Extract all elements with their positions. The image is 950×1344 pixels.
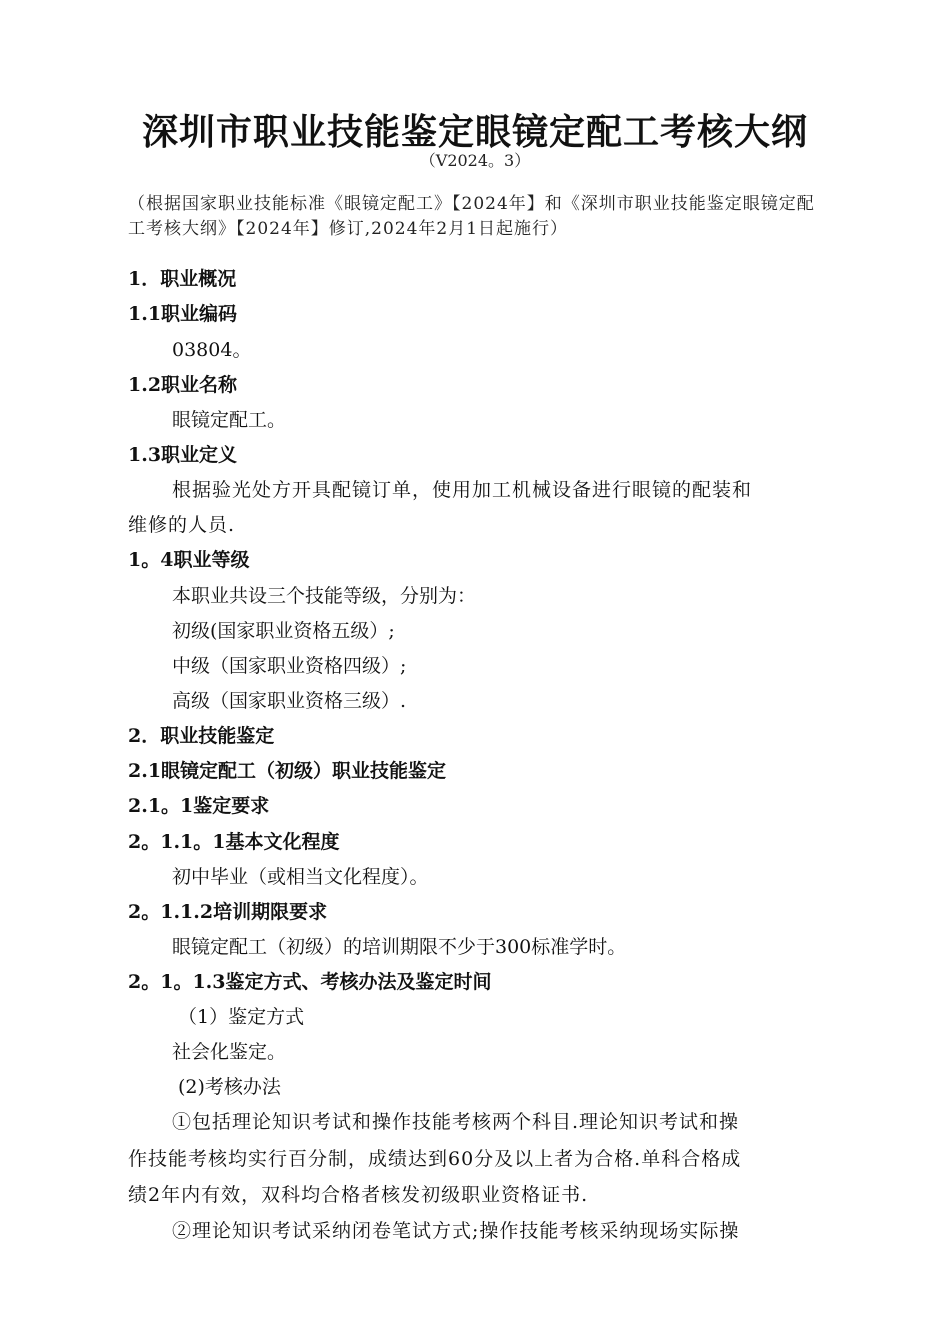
section-heading-1-1: 1.1职业编码 [128,303,238,325]
level-item-senior: 高级（国家职业资格三级）. [172,690,407,712]
section-heading-2-1-1-2: 2。1.1.2培训期限要求 [128,901,328,923]
assessment-paragraph-2-line-1: ②理论知识考试采纳闭卷笔试方式;操作技能考核采纳现场实际操 [172,1220,740,1242]
education-requirement: 初中毕业（或相当文化程度）。 [172,866,429,888]
assessment-paragraph-1-line-1: ①包括理论知识考试和操作技能考核两个科目.理论知识考试和操 [172,1111,740,1133]
section-heading-2-1: 2.1眼镜定配工（初级）职业技能鉴定 [128,760,447,782]
training-requirement: 眼镜定配工（初级）的培训期限不少于300标准学时。 [172,936,627,958]
occupation-definition-line-2: 维修的人员. [128,514,236,536]
section-heading-2-1-1: 2.1。1鉴定要求 [128,795,270,817]
document-version: （V2024。3） [419,151,531,170]
occupation-name: 眼镜定配工。 [172,409,287,431]
section-heading-2-1-1-1: 2。1.1。1基本文化程度 [128,831,340,853]
document-intro: （根据国家职业技能标准《眼镜定配工》【2024年】和《深圳市职业技能鉴定眼镜定配工考核大纲》【2024年】修订,2024年2月1日起施行） [128,194,815,239]
method-text: 社会化鉴定。 [172,1041,287,1063]
assessment-paragraph-1-line-3: 绩2年内有效，双科均合格者核发初级职业资格证书. [128,1184,589,1206]
section-heading-1-4: 1。4职业等级 [128,549,250,571]
document-title: 深圳市职业技能鉴定眼镜定配工考核大纲 [141,111,808,153]
section-heading-1-3: 1.3职业定义 [128,444,238,466]
assessment-paragraph-1-line-2: 作技能考核均实行百分制，成绩达到60分及以上者为合格.单科合格成 [128,1148,742,1170]
level-item-junior: 初级(国家职业资格五级）; [172,620,395,642]
section-heading-2: 2．职业技能鉴定 [128,725,275,747]
section-heading-1: 1．职业概况 [128,268,237,290]
method-heading: （1）鉴定方式 [178,1006,305,1028]
occupation-code: 03804。 [172,339,252,361]
level-item-intermediate: 中级（国家职业资格四级）; [172,655,407,677]
assessment-heading: (2)考核办法 [178,1076,281,1098]
levels-intro: 本职业共设三个技能等级，分别为： [172,585,477,607]
section-heading-2-1-1-3: 2。1。1.3鉴定方式、考核办法及鉴定时间 [128,971,492,993]
section-heading-1-2: 1.2职业名称 [128,374,238,396]
occupation-definition-line-1: 根据验光处方开具配镜订单，使用加工机械设备进行眼镜的配装和 [172,479,753,501]
